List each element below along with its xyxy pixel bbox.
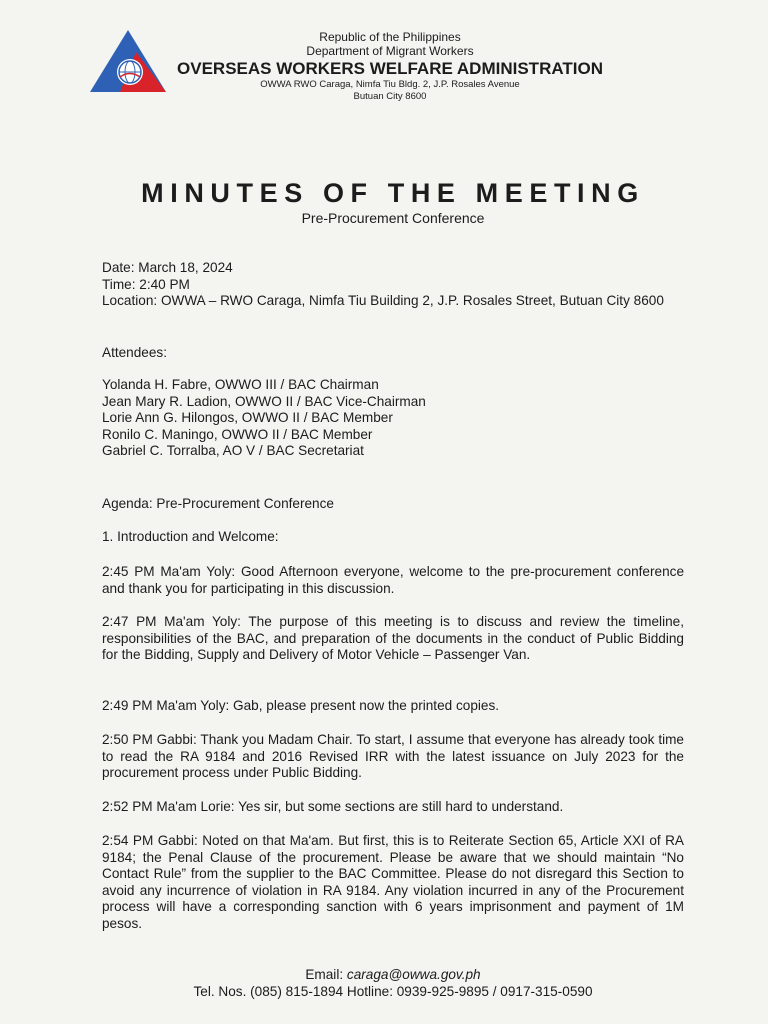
minutes-entry: 2:49 PM Ma'am Yoly: Gab, please present now the printed copies. bbox=[102, 698, 500, 713]
minutes-entry: 2:54 PM Gabbi: Noted on that Ma'am. But first, this is to Reiterate Section 65, Article XXI of RA 9184; the Penal Clause of the procurement. Please be aware that we should maintain “No Contact Rule” from the supplier to the BAC Committee. Please do not disregard this Section to avoid any incurrence of violation in RA 9184. Any violation incurred in any of the Procurement process will have a corresponding sanction with 6 years imprisonment and payment of 1M pesos. bbox=[102, 833, 684, 931]
letterhead-agency: OVERSEAS WORKERS WELFARE ADMINISTRATION bbox=[177, 59, 603, 78]
letterhead-republic: Republic of the Philippines bbox=[319, 30, 461, 44]
section-heading: 1. Introduction and Welcome: bbox=[102, 529, 279, 544]
letterhead-address: OWWA RWO Caraga, Nimfa Tiu Bldg. 2, J.P. Rosales Avenue bbox=[260, 79, 520, 90]
meeting-time: Time: 2:40 PM bbox=[102, 276, 190, 292]
footer-email-link[interactable]: caraga@owwa.gov.ph bbox=[346, 967, 481, 982]
agenda: Agenda: Pre-Procurement Conference bbox=[102, 496, 334, 511]
attendees-label: Attendees: bbox=[102, 345, 167, 360]
owwa-logo bbox=[90, 30, 166, 94]
minutes-entry: 2:52 PM Ma'am Lorie: Yes sir, but some sections are still hard to understand. bbox=[102, 799, 564, 814]
attendee-item: Gabriel C. Torralba, AO V / BAC Secretariat bbox=[102, 443, 364, 459]
minutes-entry: 2:47 PM Ma'am Yoly: The purpose of this meeting is to discuss and review the timeline, responsibilities of the BAC, and preparation of the documents in the conduct of Public Bidding for the Bidding, Supply and Delivery of Motor Vehicle – Passenger Van. bbox=[102, 614, 684, 663]
meeting-details bbox=[102, 260, 684, 310]
meeting-date: Date: March 18, 2024 bbox=[102, 260, 233, 275]
attendee-item: Yolanda H. Fabre, OWWO III / BAC Chairman bbox=[102, 377, 379, 392]
owwa-logo-icon bbox=[90, 30, 166, 94]
footer-email-label: Email: bbox=[305, 967, 344, 982]
minutes-entry: 2:50 PM Gabbi: Thank you Madam Chair. To start, I assume that everyone has already took time to read the RA 9184 and 2016 Revised IRR with the latest issuance on July 2023 for the procurement process under Public Bidding. bbox=[102, 732, 684, 781]
attendee-item: Jean Mary R. Ladion, OWWO II / BAC Vice-Chairman bbox=[102, 393, 426, 409]
attendee-item: Lorie Ann G. Hilongos, OWWO II / BAC Member bbox=[102, 410, 393, 426]
attendees-list bbox=[102, 377, 684, 460]
footer bbox=[0, 966, 768, 1000]
letterhead bbox=[160, 30, 620, 103]
meeting-location: Location: OWWA – RWO Caraga, Nimfa Tiu Building 2, J.P. Rosales Street, Butuan City 8600 bbox=[102, 293, 664, 309]
footer-email-line bbox=[0, 966, 768, 983]
footer-phone-line: Tel. Nos. (085) 815-1894 Hotline: 0939-925-9895 / 0917-315-0590 bbox=[193, 984, 593, 999]
minutes-entry: 2:45 PM Ma'am Yoly: Good Afternoon everyone, welcome to the pre-procurement conference and thank you for participating in this discussion. bbox=[102, 564, 684, 596]
letterhead-department: Department of Migrant Workers bbox=[306, 44, 474, 58]
document-subtitle: Pre-Procurement Conference bbox=[301, 210, 485, 226]
attendee-item: Ronilo C. Maningo, OWWO II / BAC Member bbox=[102, 426, 373, 442]
document-title: MINUTES OF THE MEETING bbox=[141, 178, 645, 208]
letterhead-city: Butuan City 8600 bbox=[353, 91, 427, 102]
